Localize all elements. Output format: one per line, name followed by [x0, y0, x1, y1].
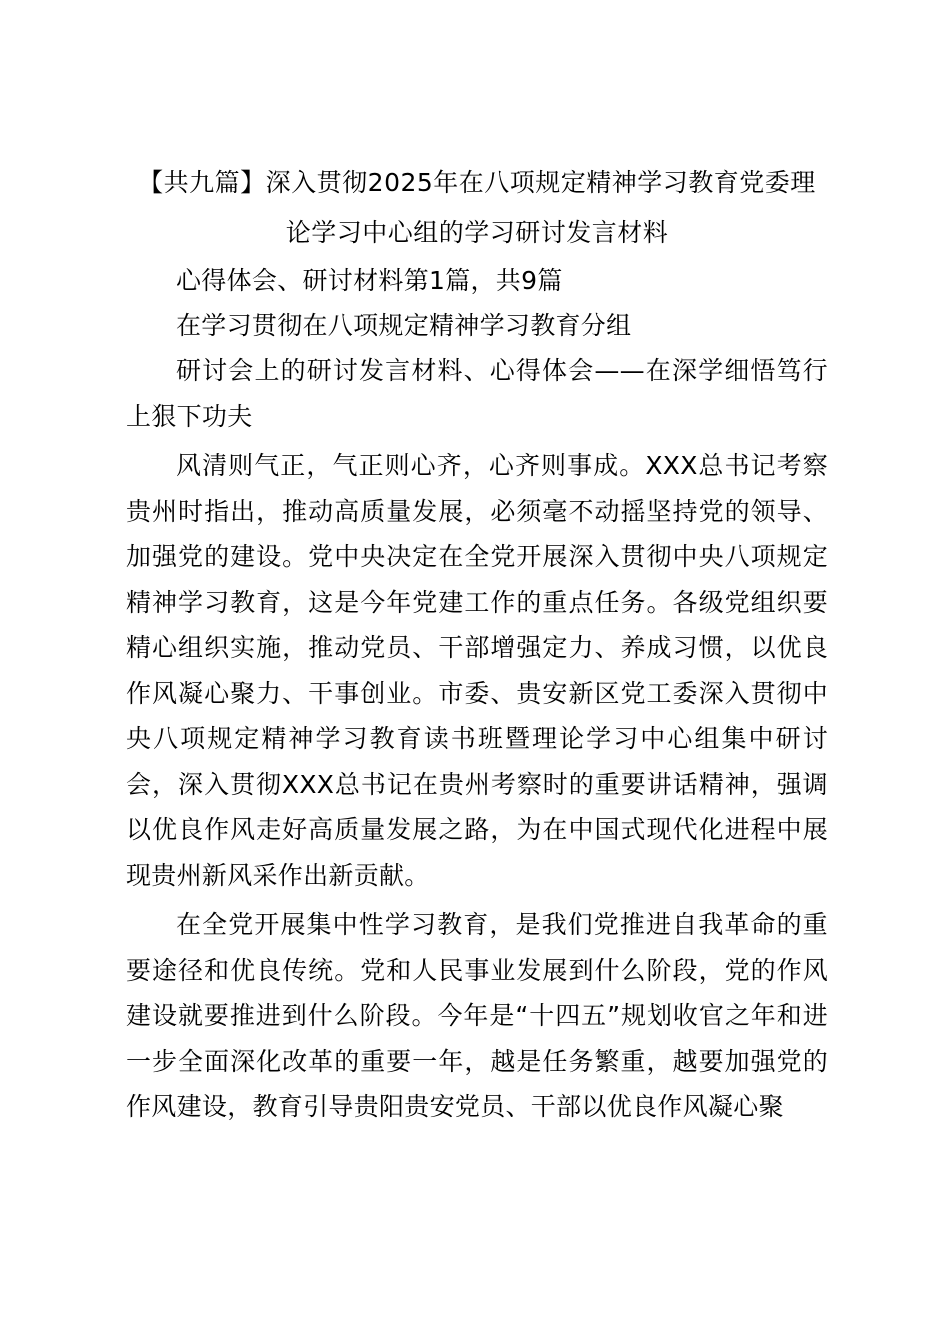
body-paragraph: 在全党开展集中性学习教育，是我们党推进自我革命的重要途径和优良传统。党和人民事业发展到什么阶段，党的作风建设就要推进到什么阶段。今年是“十四五”规划收官之年和进一步全面深化改革的重要一年，越是任务繁重，越要加强党的作风建设，教育引导贵阳贵安党员、干部以优良作风凝心聚 — [126, 910, 828, 1121]
subtitle-line-2: 研讨会上的研讨发言材料、心得体会——在深学细悟笃行上狠下功夫 — [126, 356, 828, 431]
document-title: 【共九篇】深入贯彻2025年在八项规定精神学习教育党委理论学习中心组的学习研讨发言材料 — [138, 168, 816, 247]
document-body — [126, 158, 828, 1130]
body-paragraph: 风清则气正，气正则心齐，心齐则事成。XXX总书记考察贵州时指出，推动高质量发展，必须毫不动摇坚持党的领导、加强党的建设。党中央决定在全党开展深入贯彻中央八项规定精神学习教育，这是今年党建工作的重点任务。各级党组织要精心组织实施，推动党员、干部增强定力、养成习惯，以优良作风凝心聚力、干事创业。市委、贵安新区党工委深入贯彻中央八项规定精神学习教育读书班暨理论学习中心组集中研讨会，深入贯彻XXX总书记在贵州考察时的重要讲话精神，强调以优良作风走好高质量发展之路，为在中国式现代化进程中展现贵州新风采作出新贡献。 — [126, 451, 828, 890]
subtitle-line-1: 在学习贯彻在八项规定精神学习教育分组 — [176, 311, 632, 340]
series-note: 心得体会、研讨材料第1篇，共9篇 — [176, 266, 563, 295]
